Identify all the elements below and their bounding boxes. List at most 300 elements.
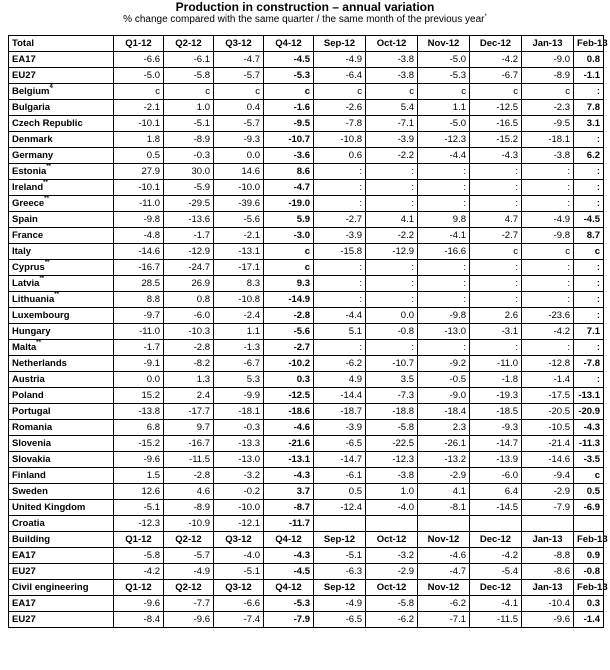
- table-cell: -4.8: [114, 228, 164, 244]
- table-cell: 1.1: [214, 324, 264, 340]
- row-name: Luxembourg: [12, 310, 70, 321]
- table-cell: -29.5: [164, 196, 214, 212]
- table-cell: 7.1: [574, 324, 604, 340]
- table-cell: :: [366, 276, 418, 292]
- row-name: EU27: [12, 70, 36, 81]
- table-cell: -4.2: [470, 52, 522, 68]
- table-cell: -3.1: [470, 324, 522, 340]
- table-cell: -3.9: [314, 420, 366, 436]
- table-row: [9, 68, 604, 84]
- table-cell: -12.4: [314, 500, 366, 516]
- row-name: Malta: [12, 342, 37, 353]
- table-cell: -9.8: [522, 228, 574, 244]
- table-cell: -13.1: [574, 388, 604, 404]
- table-cell: -9.6: [114, 452, 164, 468]
- table-cell: -4.5: [264, 52, 314, 68]
- table-row: [9, 100, 604, 116]
- table-row: [9, 228, 604, 244]
- table-cell: -1.4: [522, 372, 574, 388]
- table-cell: -9.6: [114, 596, 164, 612]
- table-cell: -4.5: [574, 212, 604, 228]
- row-name: Latvia: [12, 278, 40, 289]
- table-cell: -1.8: [470, 372, 522, 388]
- table-row: [9, 116, 604, 132]
- table-cell: -10.1: [114, 116, 164, 132]
- table-cell: :: [470, 340, 522, 356]
- table-cell: -6.5: [314, 436, 366, 452]
- table-cell: :: [314, 276, 366, 292]
- table-cell: 6.8: [114, 420, 164, 436]
- table-cell: -8.9: [164, 132, 214, 148]
- column-header: Oct-12: [366, 36, 418, 52]
- table-cell: 7.8: [574, 100, 604, 116]
- table-cell: -17.5: [522, 388, 574, 404]
- table-cell: -5.0: [418, 116, 470, 132]
- table-cell: -2.7: [470, 228, 522, 244]
- table-cell: -7.1: [366, 116, 418, 132]
- table-cell: -12.8: [522, 356, 574, 372]
- table-cell: 2.4: [164, 388, 214, 404]
- column-header: Oct-12: [366, 580, 418, 596]
- table-cell: :: [418, 340, 470, 356]
- table-cell: -8.1: [418, 500, 470, 516]
- table-cell: -12.3: [418, 132, 470, 148]
- table-cell: -6.7: [214, 356, 264, 372]
- column-header: Q2-12: [164, 36, 214, 52]
- table-body: [9, 36, 608, 628]
- table-cell: -4.9: [164, 564, 214, 580]
- table-cell: -12.5: [264, 388, 314, 404]
- table-cell: -4.3: [470, 148, 522, 164]
- table-cell: -2.8: [264, 308, 314, 324]
- table-row: [9, 564, 604, 580]
- table-cell: 0.0: [114, 372, 164, 388]
- table-cell: -9.3: [214, 132, 264, 148]
- column-header: Q1-12: [114, 532, 164, 548]
- table-row: [9, 260, 604, 276]
- row-label: [9, 356, 114, 372]
- row-label: [9, 324, 114, 340]
- row-footnote-mark: **: [54, 292, 59, 298]
- table-row: [9, 308, 604, 324]
- table-cell: 0.9: [574, 548, 604, 564]
- row-name: EA17: [12, 550, 36, 561]
- table-cell: :: [314, 196, 366, 212]
- table-cell: :: [574, 340, 604, 356]
- row-name: Cyprus: [12, 262, 45, 273]
- table-cell: 27.9: [114, 164, 164, 180]
- table-cell: -3.8: [366, 52, 418, 68]
- table-cell: -2.8: [164, 468, 214, 484]
- table-cell: -5.0: [418, 52, 470, 68]
- table-cell: -5.1: [164, 116, 214, 132]
- table-cell: -5.8: [164, 68, 214, 84]
- column-header: Q1-12: [114, 36, 164, 52]
- table-cell: -8.2: [164, 356, 214, 372]
- table-cell: -9.6: [522, 612, 574, 628]
- row-label: [9, 132, 114, 148]
- column-header: Nov-12: [418, 532, 470, 548]
- table-cell: :: [470, 260, 522, 276]
- table-cell: -9.5: [264, 116, 314, 132]
- table-row: [9, 180, 604, 196]
- table-cell: c: [264, 244, 314, 260]
- table-cell: -19.3: [470, 388, 522, 404]
- table-cell: 0.0: [214, 148, 264, 164]
- table-cell: 0.3: [574, 596, 604, 612]
- table-cell: -7.9: [522, 500, 574, 516]
- table-cell: :: [314, 180, 366, 196]
- table-cell: -5.3: [264, 596, 314, 612]
- table-row: [9, 420, 604, 436]
- table-cell: -21.4: [522, 436, 574, 452]
- table-cell: -3.2: [214, 468, 264, 484]
- row-label: [9, 452, 114, 468]
- table-cell: -7.9: [264, 612, 314, 628]
- table-cell: -13.2: [418, 452, 470, 468]
- row-name: Czech Republic: [12, 118, 83, 129]
- table-row: [9, 548, 604, 564]
- table-cell: -8.8: [522, 548, 574, 564]
- table-cell: 5.3: [214, 372, 264, 388]
- table-row: [9, 84, 604, 100]
- table-cell: -6.1: [314, 468, 366, 484]
- row-footnote-mark: **: [36, 340, 41, 346]
- table-cell: -4.9: [522, 212, 574, 228]
- table-row: [9, 292, 604, 308]
- table-cell: -5.7: [214, 68, 264, 84]
- row-label: [9, 260, 114, 276]
- table-row: [9, 404, 604, 420]
- table-row: [9, 212, 604, 228]
- row-footnote-mark: **: [39, 276, 45, 282]
- row-name: Sweden: [12, 486, 48, 497]
- row-label: [9, 164, 114, 180]
- column-header: Q4-12: [264, 532, 314, 548]
- table-cell: c: [214, 84, 264, 100]
- table-cell: 0.4: [214, 100, 264, 116]
- table-cell: -0.8: [366, 324, 418, 340]
- table-row: [9, 132, 604, 148]
- row-label: [9, 228, 114, 244]
- table-cell: 9.3: [264, 276, 314, 292]
- row-label: [9, 612, 114, 628]
- row-footnote-mark: **: [44, 196, 49, 202]
- table-cell: -12.3: [114, 516, 164, 532]
- table-cell: -16.7: [164, 436, 214, 452]
- table-cell: c: [114, 84, 164, 100]
- table-cell: [314, 516, 366, 532]
- table-cell: -23.6: [522, 308, 574, 324]
- table-cell: -14.6: [522, 452, 574, 468]
- table-cell: -5.3: [264, 68, 314, 84]
- row-name: Ireland: [12, 182, 44, 193]
- table-cell: -2.2: [366, 148, 418, 164]
- table-cell: -10.5: [522, 420, 574, 436]
- table-cell: -0.2: [214, 484, 264, 500]
- table-cell: 26.9: [164, 276, 214, 292]
- table-cell: 8.6: [264, 164, 314, 180]
- row-footnote-mark: 4: [49, 84, 53, 90]
- table-cell: c: [314, 84, 366, 100]
- column-header: Nov-12: [418, 36, 470, 52]
- table-cell: -13.1: [264, 452, 314, 468]
- table-cell: -9.6: [164, 612, 214, 628]
- row-name: France: [12, 230, 44, 241]
- table-cell: :: [314, 260, 366, 276]
- table-cell: 9.8: [418, 212, 470, 228]
- table-row: [9, 148, 604, 164]
- table-cell: -0.8: [574, 564, 604, 580]
- table-cell: -2.9: [418, 468, 470, 484]
- table-cell: :: [522, 276, 574, 292]
- column-header: Feb-13: [574, 36, 604, 52]
- table-cell: -4.4: [314, 308, 366, 324]
- table-cell: -15.2: [470, 132, 522, 148]
- table-cell: 8.8: [114, 292, 164, 308]
- table-cell: :: [470, 196, 522, 212]
- table-cell: -5.0: [114, 68, 164, 84]
- row-label: [9, 548, 114, 564]
- table-cell: -3.0: [264, 228, 314, 244]
- row-name: Germany: [12, 150, 54, 161]
- row-label: [9, 340, 114, 356]
- table-row: [9, 244, 604, 260]
- table-cell: 5.9: [264, 212, 314, 228]
- table-cell: -18.5: [470, 404, 522, 420]
- table-cell: -9.8: [114, 212, 164, 228]
- table-cell: -11.7: [264, 516, 314, 532]
- row-label: [9, 372, 114, 388]
- column-header: Dec-12: [470, 580, 522, 596]
- table-cell: :: [522, 292, 574, 308]
- table-cell: -3.8: [366, 468, 418, 484]
- row-label: [9, 196, 114, 212]
- row-label: [9, 308, 114, 324]
- table-cell: -5.9: [164, 180, 214, 196]
- section-heading: Total: [9, 36, 114, 52]
- section-heading: Building: [9, 532, 114, 548]
- table-cell: 1.1: [418, 100, 470, 116]
- table-cell: -1.3: [214, 340, 264, 356]
- table-cell: -20.9: [574, 404, 604, 420]
- table-cell: -6.9: [574, 500, 604, 516]
- table-cell: 0.6: [314, 148, 366, 164]
- table-cell: -17.7: [164, 404, 214, 420]
- table-cell: -6.0: [164, 308, 214, 324]
- table-cell: :: [366, 340, 418, 356]
- table-cell: -12.9: [366, 244, 418, 260]
- table-cell: 8.7: [574, 228, 604, 244]
- row-name: Slovenia: [12, 438, 52, 449]
- column-header: Sep-12: [314, 580, 366, 596]
- table-cell: -15.8: [314, 244, 366, 260]
- table-cell: -2.6: [314, 100, 366, 116]
- table-cell: :: [574, 132, 604, 148]
- table-cell: 1.5: [114, 468, 164, 484]
- table-cell: -16.7: [114, 260, 164, 276]
- table-cell: 2.3: [418, 420, 470, 436]
- table-cell: 30.0: [164, 164, 214, 180]
- row-label: [9, 404, 114, 420]
- table-cell: c: [264, 84, 314, 100]
- row-name: EA17: [12, 598, 36, 609]
- table-row: [9, 196, 604, 212]
- table-cell: 1.0: [164, 100, 214, 116]
- table-cell: 0.5: [314, 484, 366, 500]
- table-cell: -14.6: [114, 244, 164, 260]
- row-label: [9, 100, 114, 116]
- table-cell: :: [470, 292, 522, 308]
- table-cell: -4.7: [264, 180, 314, 196]
- table-cell: :: [470, 180, 522, 196]
- table-cell: -5.7: [164, 548, 214, 564]
- table-cell: -6.2: [418, 596, 470, 612]
- row-label: [9, 388, 114, 404]
- table-cell: -8.6: [522, 564, 574, 580]
- table-cell: 8.3: [214, 276, 264, 292]
- table-cell: -13.1: [214, 244, 264, 260]
- table-cell: :: [418, 196, 470, 212]
- table-cell: -2.4: [214, 308, 264, 324]
- table-cell: -4.6: [418, 548, 470, 564]
- table-cell: -9.2: [418, 356, 470, 372]
- table-cell: 0.0: [366, 308, 418, 324]
- column-header: Jan-13: [522, 532, 574, 548]
- table-row: [9, 612, 604, 628]
- table-cell: :: [314, 292, 366, 308]
- table-row: [9, 388, 604, 404]
- table-cell: 1.8: [114, 132, 164, 148]
- row-label: [9, 84, 114, 100]
- table-cell: -2.7: [264, 340, 314, 356]
- table-cell: :: [522, 196, 574, 212]
- table-cell: -4.3: [574, 420, 604, 436]
- table-cell: -2.9: [522, 484, 574, 500]
- row-name: Hungary: [12, 326, 51, 337]
- subtitle-footnote-mark: *: [484, 14, 487, 20]
- row-label: [9, 212, 114, 228]
- table-cell: -6.7: [470, 68, 522, 84]
- table-cell: -4.7: [418, 564, 470, 580]
- table-cell: -18.8: [366, 404, 418, 420]
- table-cell: -7.4: [214, 612, 264, 628]
- table-cell: -4.7: [214, 52, 264, 68]
- table-cell: -1.7: [164, 228, 214, 244]
- table-cell: -10.8: [314, 132, 366, 148]
- table-cell: :: [418, 164, 470, 180]
- table-cell: -9.0: [418, 388, 470, 404]
- table-cell: -12.1: [214, 516, 264, 532]
- table-cell: :: [574, 276, 604, 292]
- table-cell: :: [314, 340, 366, 356]
- table-cell: -10.8: [214, 292, 264, 308]
- table-cell: -5.1: [114, 500, 164, 516]
- table-cell: c: [522, 244, 574, 260]
- row-label: [9, 180, 114, 196]
- table-cell: -13.9: [470, 452, 522, 468]
- table-cell: 3.1: [574, 116, 604, 132]
- table-cell: :: [574, 164, 604, 180]
- row-footnote-mark: **: [43, 180, 48, 186]
- section-header-row: [9, 532, 604, 548]
- table-cell: c: [574, 244, 604, 260]
- table-cell: -14.9: [264, 292, 314, 308]
- table-cell: -1.7: [114, 340, 164, 356]
- table-cell: -10.0: [214, 180, 264, 196]
- column-header: Sep-12: [314, 36, 366, 52]
- section-header-row: [9, 580, 604, 596]
- table-cell: -15.2: [114, 436, 164, 452]
- table-cell: -10.7: [264, 132, 314, 148]
- table-cell: -10.3: [164, 324, 214, 340]
- table-cell: -0.3: [214, 420, 264, 436]
- table-cell: -0.3: [164, 148, 214, 164]
- table-cell: -18.7: [314, 404, 366, 420]
- table-cell: -8.7: [264, 500, 314, 516]
- table-cell: -4.3: [264, 468, 314, 484]
- table-cell: 14.6: [214, 164, 264, 180]
- table-cell: -18.1: [214, 404, 264, 420]
- row-label: [9, 596, 114, 612]
- row-label: [9, 484, 114, 500]
- table-cell: -7.8: [574, 356, 604, 372]
- subtitle-text: % change compared with the same quarter / the same month of the previous year: [123, 14, 485, 25]
- table-cell: 28.5: [114, 276, 164, 292]
- row-label: [9, 116, 114, 132]
- table-cell: -7.3: [366, 388, 418, 404]
- table-cell: -17.1: [214, 260, 264, 276]
- table-cell: :: [522, 340, 574, 356]
- table-cell: :: [574, 84, 604, 100]
- table-cell: 2.6: [470, 308, 522, 324]
- table-cell: -2.1: [214, 228, 264, 244]
- row-name: EA17: [12, 54, 36, 65]
- column-header: Jan-13: [522, 36, 574, 52]
- table-cell: -9.8: [418, 308, 470, 324]
- table-cell: [366, 516, 418, 532]
- table-cell: c: [470, 84, 522, 100]
- row-name: EU27: [12, 614, 36, 625]
- table-cell: :: [366, 180, 418, 196]
- table-row: [9, 500, 604, 516]
- table-row: [9, 468, 604, 484]
- row-label: [9, 244, 114, 260]
- table-cell: -2.1: [114, 100, 164, 116]
- table-cell: -4.1: [470, 596, 522, 612]
- row-name: United Kingdom: [12, 502, 86, 513]
- table-cell: -11.0: [114, 324, 164, 340]
- table-cell: -9.7: [114, 308, 164, 324]
- table-cell: -6.3: [314, 564, 366, 580]
- table-cell: -2.2: [366, 228, 418, 244]
- table-cell: -3.8: [522, 148, 574, 164]
- table-cell: -5.8: [366, 596, 418, 612]
- table-cell: -3.9: [314, 228, 366, 244]
- table-cell: :: [470, 164, 522, 180]
- table-cell: -10.7: [366, 356, 418, 372]
- row-name: Spain: [12, 214, 38, 225]
- row-name: Slovakia: [12, 454, 51, 465]
- table-cell: -4.2: [522, 324, 574, 340]
- table-cell: -8.9: [164, 500, 214, 516]
- table-cell: -12.5: [470, 100, 522, 116]
- table-cell: 4.9: [314, 372, 366, 388]
- row-name: Estonia: [12, 166, 47, 177]
- table-cell: -7.7: [164, 596, 214, 612]
- row-name: Finland: [12, 470, 46, 481]
- table-cell: -21.6: [264, 436, 314, 452]
